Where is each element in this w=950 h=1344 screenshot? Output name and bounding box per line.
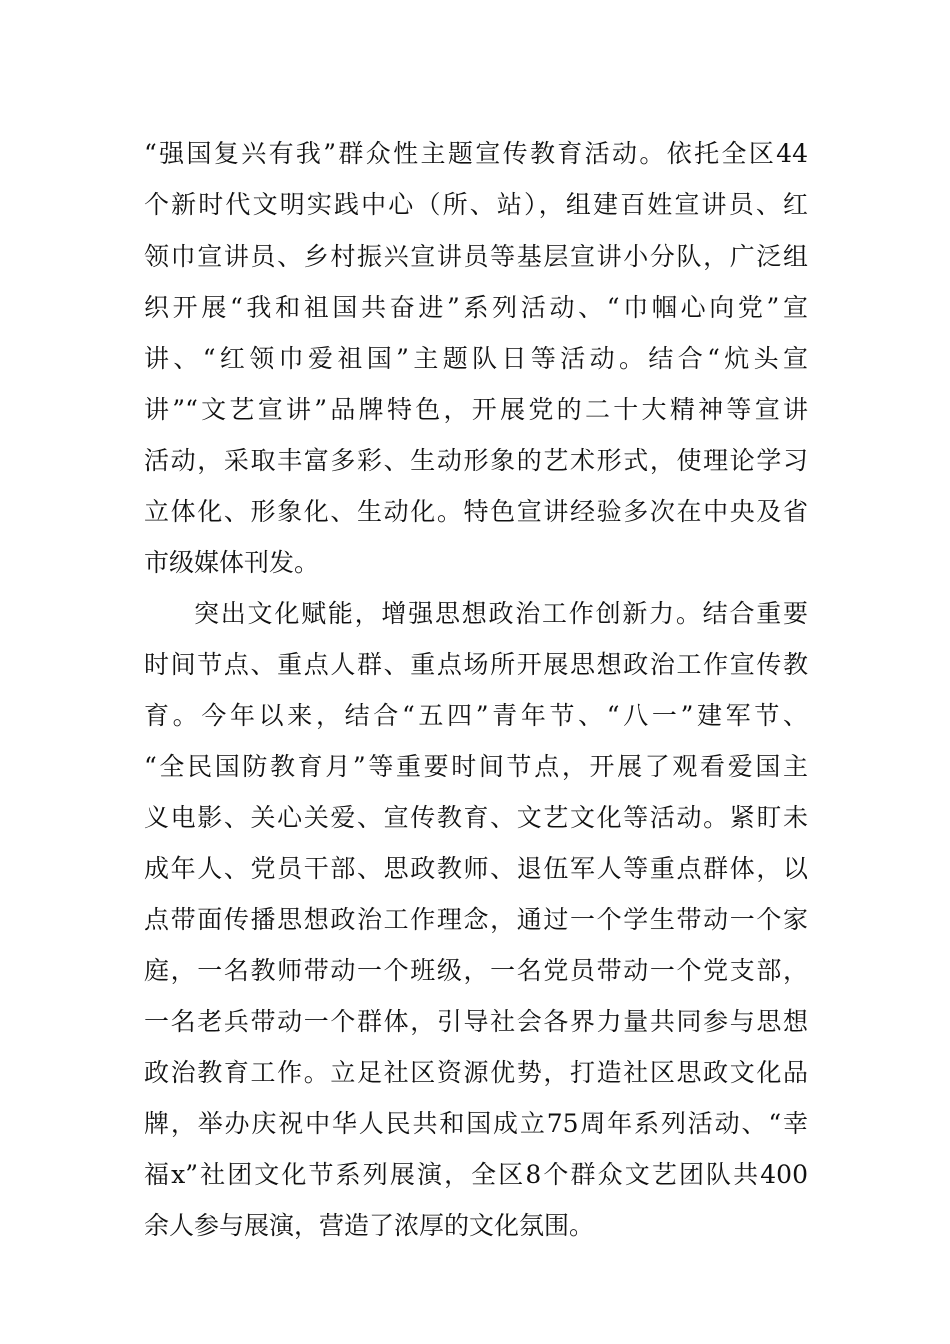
text-line-3: 领巾宣讲员、乡村振兴宣讲员等基层宣讲小分队，广泛组 xyxy=(144,242,808,271)
text-line-13: “全民国防教育月”等重要时间节点，开展了观看爱国主 xyxy=(144,752,808,781)
text-line-14: 义电影、关心关爱、宣传教育、文艺文化等活动。紧盯未 xyxy=(144,803,808,832)
text-line-2: 个新时代文明实践中心（所、站），组建百姓宣讲员、红 xyxy=(144,190,808,219)
text-line-15: 成年人、党员干部、思政教师、退伍军人等重点群体，以 xyxy=(144,854,808,883)
text-line-20: 牌，举办庆祝中华人民共和国成立75周年系列活动、“幸 xyxy=(144,1109,808,1138)
text-line-19: 政治教育工作。立足社区资源优势，打造社区思政文化品 xyxy=(144,1058,808,1087)
text-line-22: 余人参与展演，营造了浓厚的文化氛围。 xyxy=(144,1211,595,1240)
text-line-10: 突出文化赋能，增强思想政治工作创新力。结合重要 xyxy=(194,599,808,628)
text-line-18: 一名老兵带动一个群体，引导社会各界力量共同参与思想 xyxy=(144,1007,808,1036)
text-line-4: 织开展“我和祖国共奋进”系列活动、“巾帼心向党”宣 xyxy=(144,293,808,322)
text-line-7: 活动，采取丰富多彩、生动形象的艺术形式，使理论学习 xyxy=(144,446,808,475)
text-line-1: “强国复兴有我”群众性主题宣传教育活动。依托全区44 xyxy=(144,139,808,168)
text-line-17: 庭，一名教师带动一个班级，一名党员带动一个党支部， xyxy=(144,956,808,985)
text-line-16: 点带面传播思想政治工作理念，通过一个学生带动一个家 xyxy=(144,905,808,934)
text-line-21: 福x”社团文化节系列展演，全区8个群众文艺团队共400 xyxy=(144,1160,808,1189)
text-line-11: 时间节点、重点人群、重点场所开展思想政治工作宣传教 xyxy=(144,650,808,679)
text-line-5: 讲、“红领巾爱祖国”主题队日等活动。结合“炕头宣 xyxy=(144,344,808,373)
text-line-9: 市级媒体刊发。 xyxy=(144,548,320,577)
text-line-8: 立体化、形象化、生动化。特色宣讲经验多次在中央及省 xyxy=(144,497,808,526)
text-line-12: 育。今年以来，结合“五四”青年节、“八一”建军节、 xyxy=(144,701,808,730)
text-line-6: 讲”“文艺宣讲”品牌特色，开展党的二十大精神等宣讲 xyxy=(144,395,808,424)
